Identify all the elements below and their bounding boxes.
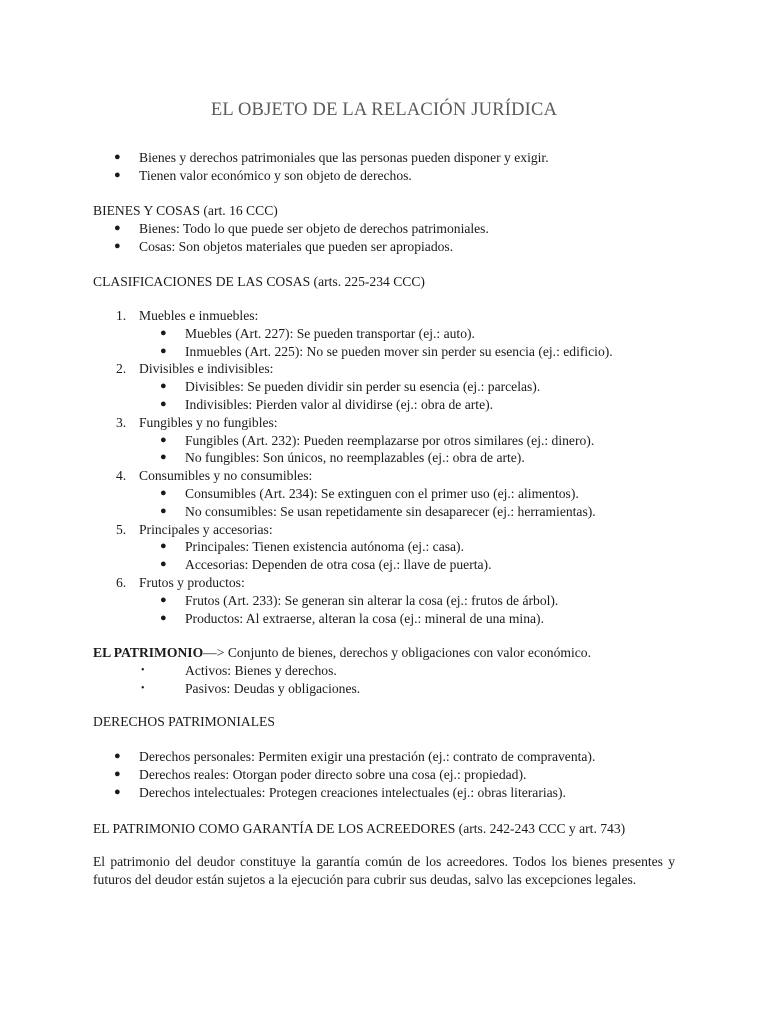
list-item: ● Derechos intelectuales: Protegen creaciones intelectuales (ej.: obras literarias). xyxy=(114,784,566,800)
bullet-icon: • xyxy=(141,682,145,694)
intro-list xyxy=(0,149,768,185)
list-item: ● Derechos reales: Otorgan poder directo sobre una cosa (ej.: propiedad). xyxy=(114,766,527,782)
sub-item: ● Principales: Tienen existencia autónoma (ej.: casa). xyxy=(160,539,464,555)
bullet-icon: ● xyxy=(160,611,167,624)
garantia-heading-block xyxy=(0,820,768,838)
list-item: ● Derechos personales: Permiten exigir una prestación (ej.: contrato de compraventa). xyxy=(114,749,596,764)
bienes-cosas-section xyxy=(0,202,768,255)
clasificaciones-heading-block xyxy=(0,273,768,291)
garantia-paragraph: El patrimonio del deudor constituye la garantía común de los acreedores. Todos los bienes presentes y futuros del deudor están sujetos a la ejecución para cubrir sus deudas, salvo las excepciones legales. xyxy=(93,854,675,888)
bullet-icon: ● xyxy=(114,785,121,798)
bullet-icon: ● xyxy=(160,451,167,464)
numbered-item: 1. Muebles e inmuebles: xyxy=(116,308,259,323)
bullet-icon: ● xyxy=(160,433,167,446)
numbered-item: 4. Consumibles y no consumibles: xyxy=(116,468,313,484)
section-heading: CLASIFICACIONES DE LAS COSAS (arts. 225-234 CCC) xyxy=(93,274,425,289)
section-heading: BIENES Y COSAS (art. 16 CCC) xyxy=(93,203,278,218)
numbered-item: 2. Divisibles e indivisibles: xyxy=(116,361,274,377)
list-item: ● Tienen valor económico y son objeto de derechos. xyxy=(114,167,412,183)
section-heading: DERECHOS PATRIMONIALES xyxy=(93,714,275,729)
bullet-icon: ● xyxy=(114,151,121,163)
bullet-icon: ● xyxy=(160,504,167,517)
bullet-icon: ● xyxy=(160,397,167,410)
bullet-icon: ● xyxy=(114,239,121,252)
derechos-list xyxy=(0,748,768,801)
sub-item: ● Divisibles: Se pueden dividir sin perder su esencia (ej.: parcelas). xyxy=(160,379,541,395)
list-item: • Activos: Bienes y derechos. xyxy=(141,662,337,678)
clasificaciones-list xyxy=(0,307,768,627)
bullet-icon: ● xyxy=(114,168,121,181)
list-item: ● Cosas: Son objetos materiales que pueden ser apropiados. xyxy=(114,238,454,254)
sub-item: ● Inmuebles (Art. 225): No se pueden mover sin perder su esencia (ej.: edificio). xyxy=(160,343,613,359)
bullet-icon: ● xyxy=(114,221,121,234)
bullet-icon: ● xyxy=(160,558,167,571)
list-item: ● Bienes: Todo lo que puede ser objeto de derechos patrimoniales. xyxy=(114,220,489,236)
section-heading: EL PATRIMONIO—> Conjunto de bienes, derechos y obligaciones con valor económico. xyxy=(93,645,591,660)
bullet-icon: ● xyxy=(114,750,121,762)
sub-item: ● No consumibles: Se usan repetidamente sin desaparecer (ej.: herramientas). xyxy=(160,503,596,519)
sub-item: ● Accesorias: Dependen de otra cosa (ej.: llave de puerta). xyxy=(160,557,492,573)
section-heading: EL PATRIMONIO COMO GARANTÍA DE LOS ACREEDORES (arts. 242-243 CCC y art. 743) xyxy=(93,821,626,836)
bullet-icon: • xyxy=(141,664,145,676)
bullet-icon: ● xyxy=(160,344,167,357)
bullet-icon: ● xyxy=(160,486,167,499)
bullet-icon: ● xyxy=(160,593,167,606)
sub-item: ● Fungibles (Art. 232): Pueden reemplazarse por otros similares (ej.: dinero). xyxy=(160,432,595,448)
sub-item: ● Indivisibles: Pierden valor al dividirse (ej.: obra de arte). xyxy=(160,396,494,412)
derechos-heading-block xyxy=(0,713,768,731)
sub-item: ● Productos: Al extraerse, alteran la cosa (ej.: mineral de una mina). xyxy=(160,610,544,626)
bullet-icon: ● xyxy=(160,540,167,553)
list-item: • Pasivos: Deudas y obligaciones. xyxy=(141,680,361,696)
bullet-icon: ● xyxy=(160,380,167,393)
numbered-item: 6. Frutos y productos: xyxy=(116,574,245,590)
numbered-item: 5. Principales y accesorias: xyxy=(116,521,273,537)
numbered-item: 3. Fungibles y no fungibles: xyxy=(116,414,278,430)
sub-item: ● No fungibles: Son únicos, no reemplazables (ej.: obra de arte). xyxy=(160,450,525,466)
sub-item: ● Frutos (Art. 233): Se generan sin alterar la cosa (ej.: frutos de árbol). xyxy=(160,592,559,608)
bullet-icon: ● xyxy=(114,767,121,780)
patrimonio-section xyxy=(0,644,768,697)
sub-item: ● Muebles (Art. 227): Se pueden transportar (ej.: auto). xyxy=(160,325,475,341)
list-item: ● Bienes y derechos patrimoniales que las personas pueden disponer y exigir. xyxy=(114,150,549,165)
bullet-icon: ● xyxy=(160,326,167,339)
sub-item: ● Consumibles (Art. 234): Se extinguen con el primer uso (ej.: alimentos). xyxy=(160,485,579,501)
page-title: EL OBJETO DE LA RELACIÓN JURÍDICA xyxy=(210,100,558,120)
